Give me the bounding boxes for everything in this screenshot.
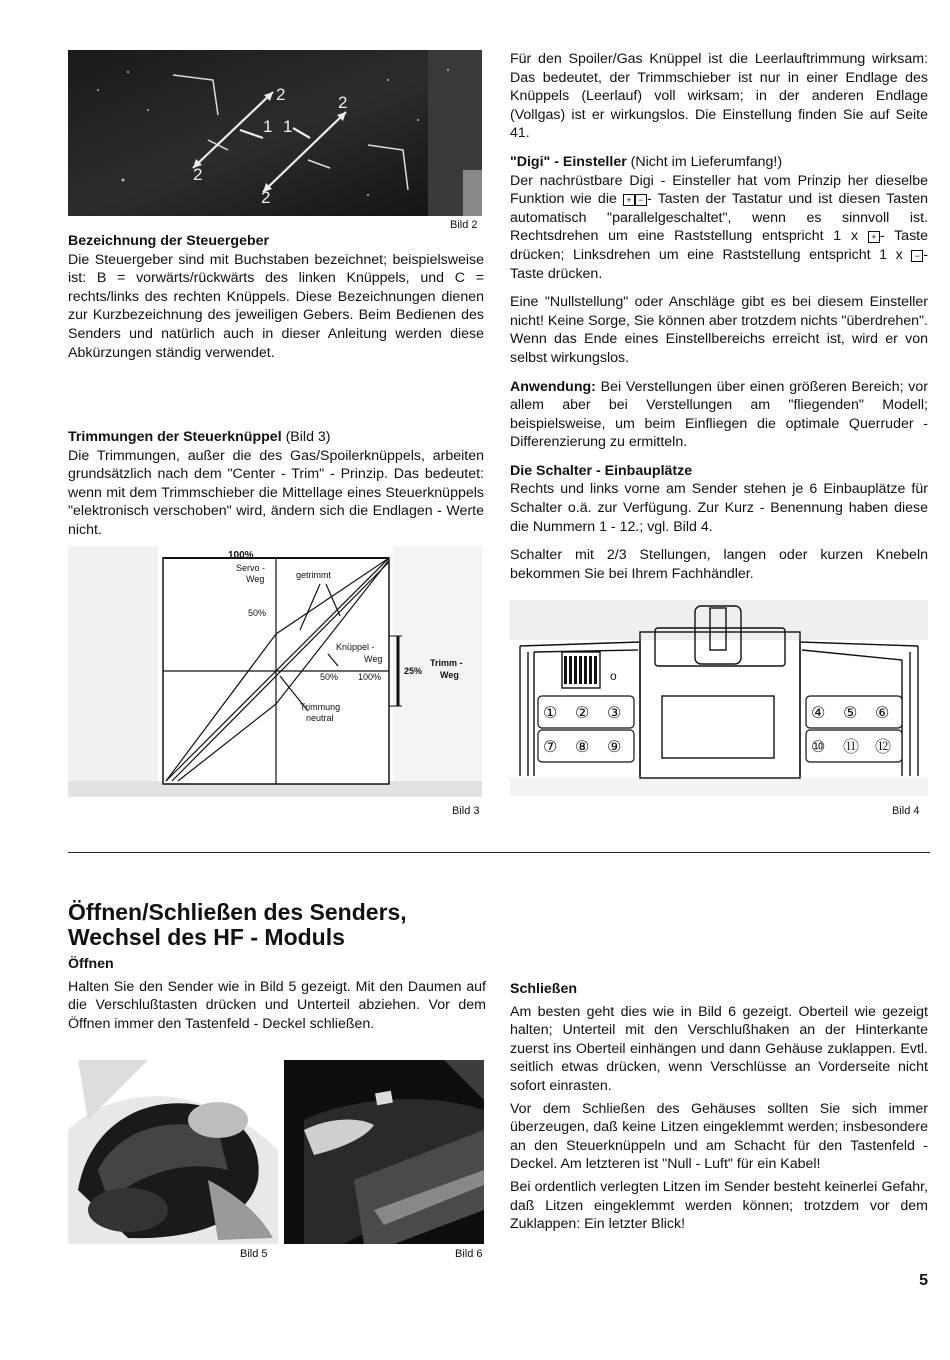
figure-4-illustration xyxy=(510,600,928,796)
minus-key-icon: − xyxy=(635,194,647,206)
schliessen-heading: Schließen xyxy=(510,981,578,997)
fig3-trimm-weg-label: Weg xyxy=(440,670,459,680)
schalter-haendler-paragraph: Schalter mit 2/3 Stellungen, langen oder kurzen Knebeln bekommen Sie bei Ihrem Fachhändler. xyxy=(510,547,928,582)
section-title-line1: Öffnen/Schließen des Senders, xyxy=(68,899,407,925)
fig2-label: 1 xyxy=(283,117,293,136)
fig3-25-label: 25% xyxy=(404,666,423,676)
steuergeber-section xyxy=(68,232,484,372)
steuergeber-heading: Bezeichnung der Steuergeber xyxy=(68,233,270,249)
fig2-label: 2 xyxy=(338,93,348,112)
switch-slot-5: ⑤ xyxy=(843,703,858,722)
digi-text-b: - Tasten der Tastatur und ist diesen Tasten automatisch "parallelgeschaltet", wenn es sinnvoll ist. Rechtsdrehen um eine Raststellung entspricht 1 x xyxy=(510,191,928,245)
figure-6-caption: Bild 6 xyxy=(455,1248,483,1260)
figure-3-illustration xyxy=(68,546,482,802)
fig4-o-label: o xyxy=(610,669,617,683)
fig3-servo-label: Servo - xyxy=(236,563,266,573)
plus-key-icon: + xyxy=(623,194,635,206)
switch-slot-7: ⑦ xyxy=(543,737,558,756)
fig2-label: 1 xyxy=(263,117,273,136)
figure-2-illustration xyxy=(68,50,482,216)
oeffnen-heading: Öffnen xyxy=(68,956,114,972)
trim-heading-bold: Trimmungen der Steuerknüppel xyxy=(68,429,282,445)
minus-key-icon: − xyxy=(911,250,923,262)
digi-text-d: - Taste drücken. xyxy=(510,246,928,282)
schliessen-paragraph-3: Bei ordentlich verlegten Litzen im Sender besteht keinerlei Gefahr, daß Litzen eingeklemmt werden können; trotzdem vor dem Zuklappen: Ein letzter Blick! xyxy=(510,1178,928,1233)
digi-text-c: - Taste drücken; Linksdrehen um eine Raststellung entspricht 1 x xyxy=(510,228,928,263)
switch-slot-9: ⑨ xyxy=(607,737,622,756)
fig3-50-label: 50% xyxy=(248,608,267,618)
schalter-heading: Die Schalter - Einbauplätze xyxy=(510,462,693,479)
schliessen-section xyxy=(510,980,928,1244)
right-column-top xyxy=(510,50,928,593)
fig3-trimmung-label: Trimmung xyxy=(300,702,341,712)
figure-6-illustration xyxy=(284,1060,484,1244)
nullstellung-paragraph: Eine "Nullstellung" oder Anschläge gibt es bei diesem Einsteller nicht! Keine Sorge, Sie können aber trotzdem nichts "überdrehen". Wenn das Ende eines Einstellbereichs erreicht ist, wird er von selbst wirkungslos. xyxy=(510,294,928,366)
figure-2-caption: Bild 2 xyxy=(450,219,478,231)
steuergeber-body: Die Steuergeber sind mit Buchstaben bezeichnet; beispielsweise ist: B = vorwärts/rückwärts des linken Knüppels, und C = rechts/links des rechten Knüppels. Diese Bezeichnungen dienen zur Kurzbezeichnung des jeweiligen Gebers. Beim Bedienen des Senders und natürlich auch in dieser Anleitung werden diese Abkürzungen ständig verwendet. xyxy=(68,251,484,361)
plus-key-icon: + xyxy=(868,231,880,243)
switch-slot-12: ⑫ xyxy=(875,737,892,756)
oeffnen-section xyxy=(68,955,486,1043)
switch-slot-2: ② xyxy=(575,703,590,722)
figure-4-diagram xyxy=(510,600,928,796)
figure-5-photo xyxy=(68,1060,278,1244)
page-number: 5 xyxy=(919,1272,928,1289)
fig3-knueppel-label: Knüppel - xyxy=(336,642,375,652)
fig3-100-label: 100% xyxy=(228,550,254,561)
trim-body: Die Trimmungen, außer die des Gas/Spoilerknüppels, arbeiten grundsätzlich nach dem "Center - Trim" - Prinzip. Das bedeutet: wenn mit dem Trimmschieber die Mittellage eines Steuerknüppels "elektronisch verschoben" wird, ändern sich die Endlagen - Werte nicht. xyxy=(68,447,484,538)
digi-heading-bold: "Digi" - Einsteller xyxy=(510,153,627,170)
switch-slot-4: ④ xyxy=(811,703,826,722)
switch-slot-8: ⑧ xyxy=(575,737,590,756)
fig3-trimm-label: Trimm - xyxy=(430,658,463,668)
fig2-label: 2 xyxy=(193,165,203,184)
digi-text-a: Der nachrüstbare Digi - Einsteller hat vom Prinzip her dieselbe Funktion wie die xyxy=(510,172,928,208)
spoiler-gas-paragraph: Für den Spoiler/Gas Knüppel ist die Leerlauftrimmung wirksam: Das bedeutet, der Trimmschieber ist nur in einer Endlage des Knüppels (Leerlauf) voll wirksam; in der anderen Endlage (Vollgas) ist er wirkungslos. Die Einstellung finden Sie auf Seite 41. xyxy=(510,51,928,142)
fig3-getrimmt-label: getrimmt xyxy=(296,570,332,580)
fig2-label: 2 xyxy=(261,188,271,207)
fig3-neutral-label: neutral xyxy=(306,713,334,723)
fig3-weg-label: Weg xyxy=(246,574,265,584)
schliessen-paragraph-1: Am besten geht dies wie in Bild 6 gezeigt. Oberteil wie gezeigt halten; Unterteil mit den Verschlußhaken an der Hinterkante zuerst ins Oberteil einhängen und dann Gehäuse zuklappen. Evtl. seitlich etwas drücken, wenn Verschlüsse an Vorderseite nicht sofort einrasten. xyxy=(510,1003,928,1094)
switch-slot-11: ⑪ xyxy=(843,737,860,756)
trim-section xyxy=(68,428,484,550)
schliessen-paragraph-2: Vor dem Schließen des Gehäuses sollten Sie sich immer überzeugen, daß keine Litzen eingeklemmt werden; insbesondere an den Steuerknüppeln und am Schacht für den Tastenfeld - Deckel. Am letzteren ist "Null - Luft" für ein Kabel! xyxy=(510,1100,928,1173)
section-divider xyxy=(68,852,930,853)
figure-5-caption: Bild 5 xyxy=(240,1248,268,1260)
anwendung-label: Anwendung: xyxy=(510,378,596,395)
digi-heading-rest: (Nicht im Lieferumfang!) xyxy=(626,153,783,170)
digi-heading xyxy=(510,153,928,172)
section-title-line2: Wechsel des HF - Moduls xyxy=(68,924,345,950)
oeffnen-body: Halten Sie den Sender wie in Bild 5 gezeigt. Mit den Daumen auf die Verschlußtasten drücken und Unterteil abziehen. Vor dem Öffnen immer den Tastenfeld - Deckel schließen. xyxy=(68,978,486,1032)
figure-4-caption: Bild 4 xyxy=(892,805,920,817)
figure-5-illustration xyxy=(68,1060,278,1244)
switch-slot-6: ⑥ xyxy=(875,703,890,722)
fig3-x100-label: 100% xyxy=(358,672,382,682)
switch-slot-3: ③ xyxy=(607,703,622,722)
figure-2-photo xyxy=(68,50,482,216)
section-title xyxy=(68,900,407,950)
fig3-knueppel-weg-label: Weg xyxy=(364,654,383,664)
trim-heading-rest: (Bild 3) xyxy=(281,429,331,445)
trim-heading xyxy=(68,428,484,447)
schalter-paragraph: Rechts und links vorne am Sender stehen je 6 Einbauplätze für Schalter o.ä. zur Verfügung. Zur Kurz - Benennung haben diese die Nummern 1 - 12.; vgl. Bild 4. xyxy=(510,481,928,535)
figure-6-photo xyxy=(284,1060,484,1244)
digi-paragraph xyxy=(510,172,928,284)
switch-slot-1: ① xyxy=(543,703,558,722)
figure-3-caption: Bild 3 xyxy=(452,805,480,817)
figure-3-diagram xyxy=(68,546,482,802)
anwendung-paragraph xyxy=(510,378,928,452)
fig2-label: 2 xyxy=(276,85,286,104)
anwendung-text: Bei Verstellungen über einen größeren Bereich; vor allem aber bei Verstellungen am "fliegenden" Modell; beispielsweise, um beim Einfliegen die optimale Querruder - Differenzierung zu ermitteln. xyxy=(510,378,928,451)
switch-slot-10: ⑩ xyxy=(811,737,826,756)
fig3-x50-label: 50% xyxy=(320,672,339,682)
